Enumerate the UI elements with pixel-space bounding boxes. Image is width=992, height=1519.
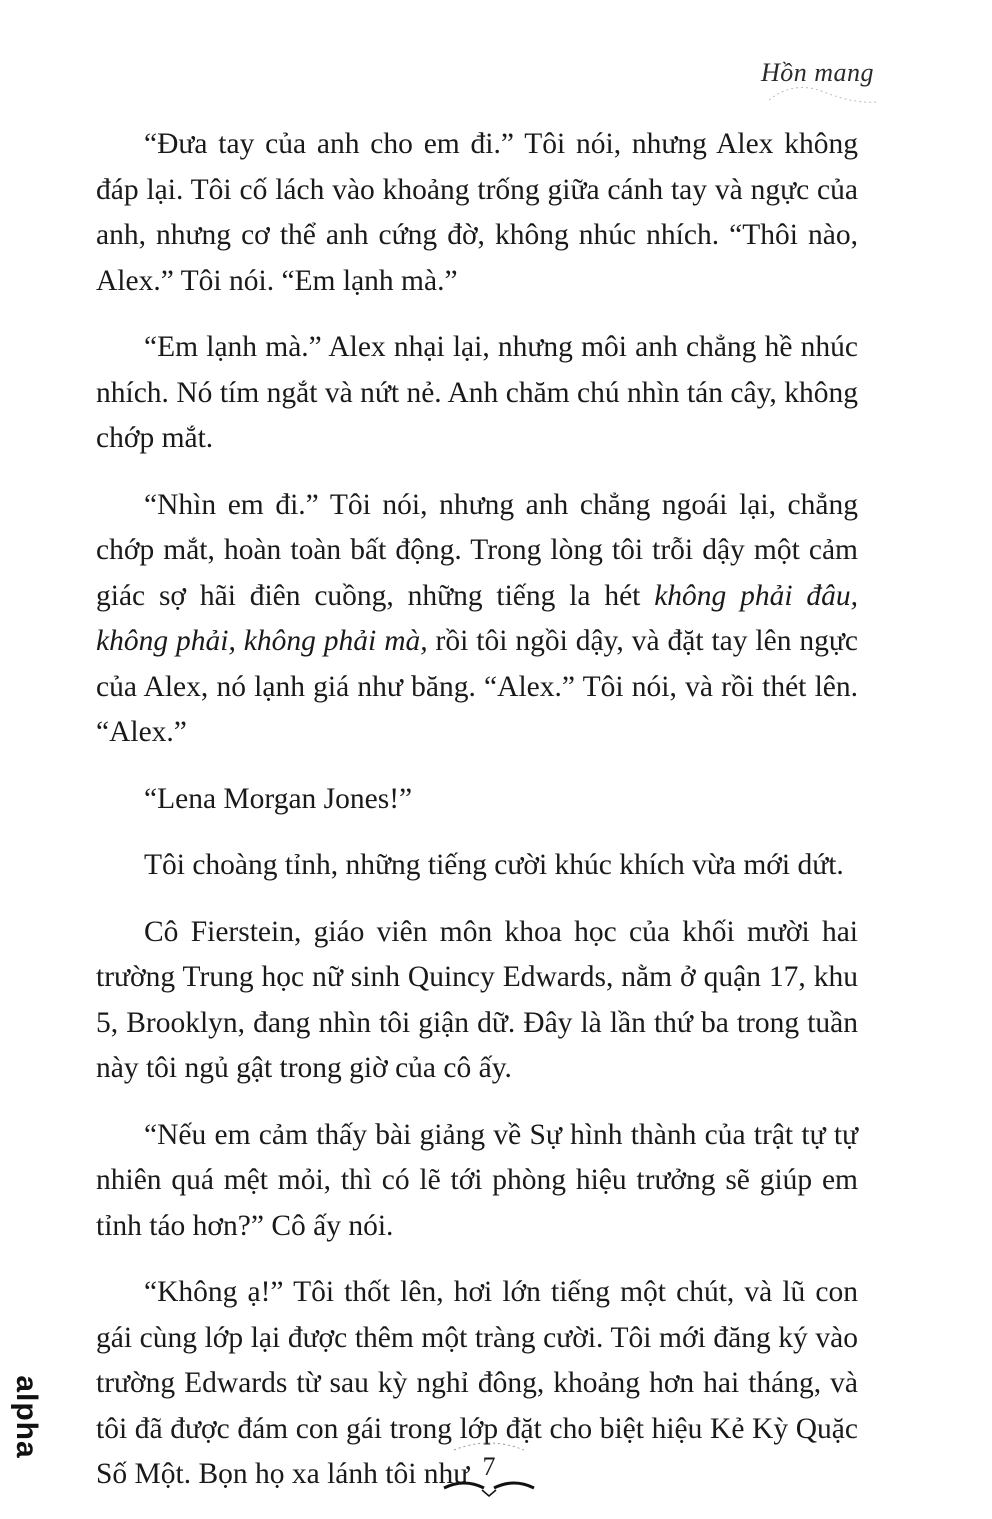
paragraph [96,1113,858,1250]
text-segment: “Nhìn em đi.” Tôi nói, nhưng anh chẳng ngoái lại, chẳng chớp mắt, hoàn toàn bất động. Trong lòng tôi trỗi dậy một cảm giác sợ hãi điên cuồng, những tiếng la hét [96,488,858,612]
running-header-title: Hồn mang [760,58,874,87]
text-segment: “Em lạnh mà.” Alex nhại lại, nhưng môi anh chẳng hề nhúc nhích. Nó tím ngắt và nứt nẻ. Anh chăm chú nhìn tán cây, không chớp mắt. [96,331,858,454]
text-segment: “Lena Morgan Jones!” [144,782,413,815]
text-segment: “Nếu em cảm thấy bài giảng về Sự hình thành của trật tự tự nhiên quá mệt mỏi, thì có lẽ tới phòng hiệu trưởng sẽ giúp em tỉnh táo hơn?” Cô ấy nói. [96,1118,858,1242]
text-segment: Tôi choàng tỉnh, những tiếng cười khúc khích vừa mới dứt. [144,849,844,881]
header-ornament-icon [764,70,884,110]
publisher-logo-text: alpha [10,1375,43,1459]
text-segment: “Đưa tay của anh cho em đi.” Tôi nói, nhưng Alex không đáp lại. Tôi cố lách vào khoảng trống giữa cánh tay và ngực của anh, nhưng cơ thể anh cứng đờ, không nhúc nhích. “Thôi nào, Alex.” Tôi nói. “Em lạnh mà.” [96,128,858,297]
body-text [96,122,858,1519]
publisher-logo [8,1360,44,1478]
paragraph [96,777,858,823]
paragraph [96,483,858,756]
page-number: 7 [482,1452,496,1481]
paragraph [96,122,858,304]
paragraph [96,843,858,889]
text-segment: Cô Fierstein, giáo viên môn khoa học của khối mười hai trường Trung học nữ sinh Quincy Edwards, nằm ở quận 17, khu 5, Brooklyn, đang nhìn tôi giận dữ. Đây là lần thứ ba trong tuần này tôi ngủ gật trong giờ của cô ấy. [96,915,858,1084]
text-segment: rồi tôi ngồi dậy, và đặt tay lên ngực của Alex, nó lạnh giá như băng. “Alex.” Tôi nói, và rồi thét lên. “Alex.” [96,625,858,748]
text-segment: “Không ạ!” Tôi thốt lên, hơi lớn tiếng một chút, và lũ con gái cùng lớp lại được thêm một tràng cười. Tôi mới đăng ký vào trường Edwards từ sau kỳ nghỉ đông, khoảng hơn hai tháng, và tôi đã được đám con gái trong lớp đặt cho biệt hiệu Kẻ Kỳ Quặc Số Một. Bọn họ xa lánh tôi như [96,1276,858,1490]
page-number-footer [434,1438,544,1498]
italic-text-segment: không phải đâu, không phải, không phải mà, [96,579,858,657]
paragraph [96,910,858,1092]
paragraph [96,325,858,462]
